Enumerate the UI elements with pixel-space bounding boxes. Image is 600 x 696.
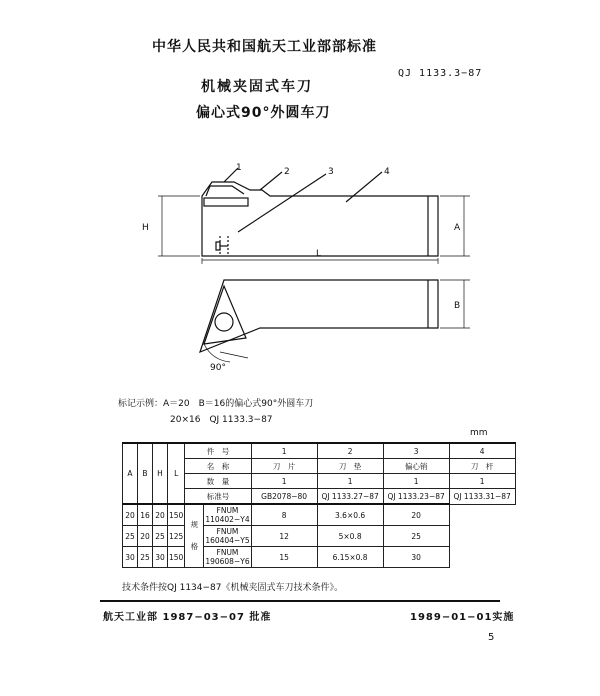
callout-3: 3 (328, 167, 334, 177)
top-view-labels (210, 301, 460, 373)
row-3-h: 30 (153, 547, 168, 568)
row-3-b: 25 (138, 547, 153, 568)
table-row (123, 504, 516, 526)
row-3-insert-line-1: FNUM (216, 548, 239, 557)
table-row (123, 443, 516, 459)
row-3-a: 30 (123, 547, 138, 568)
part-3-no: 3 (383, 443, 449, 459)
row-1-b: 16 (138, 504, 153, 526)
row-3-insert (204, 547, 251, 568)
qty-label: 数 量 (185, 474, 251, 489)
callout-4: 4 (384, 167, 390, 177)
row-2-l: 125 (168, 526, 185, 547)
part-4-no: 4 (449, 443, 515, 459)
part-4-name: 刀 杆 (449, 459, 515, 474)
callout-1: 1 (236, 163, 242, 173)
spec-table (122, 442, 516, 568)
row-2-shim: 12 (251, 526, 317, 547)
row-1-pin: 3.6×0.6 (317, 504, 383, 526)
part-3-name: 偏心销 (383, 459, 449, 474)
row-2-holder: 25 (383, 526, 449, 547)
marking-example-line-1: 标记示例：A＝20 B＝16的偏心式90°外圆车刀 (118, 399, 314, 409)
spec-label-bottom: 格 (190, 542, 199, 551)
row-1-shim: 8 (251, 504, 317, 526)
name-label: 名 称 (185, 459, 251, 474)
row-2-insert-line-1: FNUM (216, 527, 239, 536)
row-2-b: 20 (138, 526, 153, 547)
row-1-insert (204, 504, 251, 526)
row-1-insert-line-2: 110402−Y4 (205, 515, 250, 524)
part-2-qty: 1 (317, 474, 383, 489)
col-a-header: A (123, 443, 138, 504)
angle-label: 90° (210, 363, 226, 373)
col-b-header: B (138, 443, 153, 504)
ministry-header: 中华人民共和国航天工业部部标准 (152, 39, 377, 55)
callout-2: 2 (284, 167, 290, 177)
side-view (158, 168, 470, 264)
col-h-header: H (153, 443, 168, 504)
row-1-holder: 20 (383, 504, 449, 526)
technical-note: 技术条件按QJ 1134−87《机械夹固式车刀技术条件》。 (122, 583, 343, 593)
part-1-qty: 1 (251, 474, 317, 489)
title-line-1: 机械夹固式车刀 (201, 79, 313, 95)
std-label: 标准号 (185, 489, 251, 505)
title-line-2: 偏心式90°外圆车刀 (196, 105, 331, 121)
dim-l-label: L (316, 249, 322, 259)
row-1-l: 150 (168, 504, 185, 526)
dim-b-label: B (454, 301, 461, 311)
row-1-insert-line-1: FNUM (216, 506, 239, 515)
marking-example-line-2: 20×16 QJ 1133.3−87 (170, 415, 273, 425)
row-3-l: 150 (168, 547, 185, 568)
part-no-label: 件 号 (185, 443, 251, 459)
issued-by: 航天工业部 1987−03−07 批准 (103, 612, 272, 623)
footer-rule (100, 600, 500, 602)
row-3-holder: 30 (383, 547, 449, 568)
part-3-std: QJ 1133.23−87 (383, 489, 449, 505)
part-2-name: 刀 垫 (317, 459, 383, 474)
effective-date: 1989−01−01实施 (410, 612, 515, 623)
row-2-h: 25 (153, 526, 168, 547)
table-row (123, 547, 516, 568)
side-view-labels (142, 163, 461, 259)
standard-code: QJ 1133.3−87 (398, 68, 483, 79)
part-3-qty: 1 (383, 474, 449, 489)
spec-label (185, 504, 204, 568)
dim-h-label: H (142, 223, 149, 233)
part-1-name: 刀 片 (251, 459, 317, 474)
part-4-qty: 1 (449, 474, 515, 489)
top-view (200, 280, 470, 362)
page-number: 5 (488, 632, 495, 643)
dim-a-label: A (454, 223, 461, 233)
part-4-std: QJ 1133.31−87 (449, 489, 515, 505)
part-2-no: 2 (317, 443, 383, 459)
row-2-a: 25 (123, 526, 138, 547)
unit-label: mm (470, 428, 488, 438)
row-1-a: 20 (123, 504, 138, 526)
tool-drawing (120, 160, 490, 390)
row-2-insert-line-2: 160404−Y5 (205, 536, 250, 545)
part-1-std: GB2078−80 (251, 489, 317, 505)
part-1-no: 1 (251, 443, 317, 459)
row-1-h: 20 (153, 504, 168, 526)
table-row (123, 526, 516, 547)
row-2-insert (204, 526, 251, 547)
col-l-header: L (168, 443, 185, 504)
row-2-pin: 5×0.8 (317, 526, 383, 547)
row-3-insert-line-2: 190608−Y6 (205, 557, 250, 566)
row-3-pin: 6.15×0.8 (317, 547, 383, 568)
spec-label-top: 规 (190, 520, 199, 529)
part-2-std: QJ 1133.27−87 (317, 489, 383, 505)
row-3-shim: 15 (251, 547, 317, 568)
